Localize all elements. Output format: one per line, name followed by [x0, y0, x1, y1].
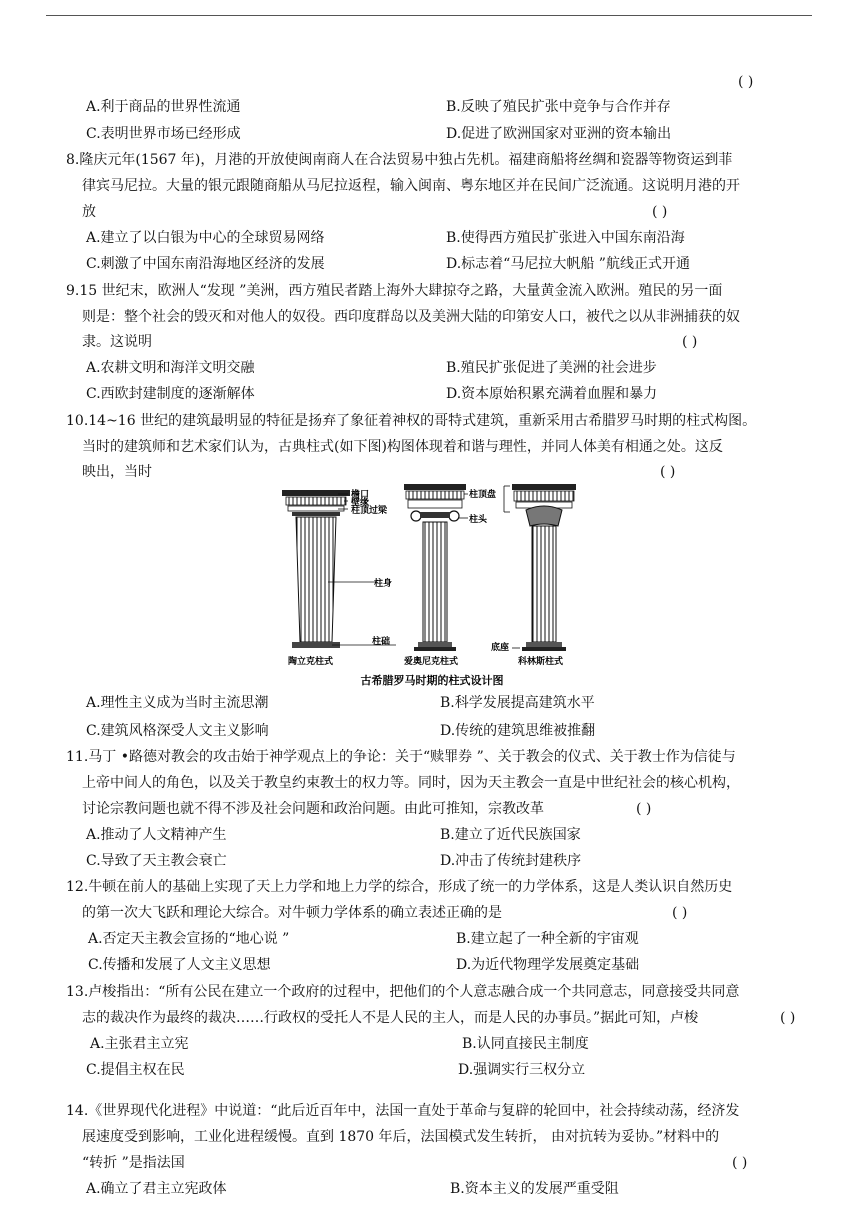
q8-line-1: 8.隆庆元年(1567 年)，月港的开放使闽南商人在合法贸易中独占先机。福建商船将丝绸和瓷器等物资运到菲: [66, 152, 733, 168]
q12-option-d: D.为近代物理学发展奠定基础: [456, 957, 640, 973]
q8-option-a: A.建立了以白银为中心的全球贸易网络: [86, 230, 325, 246]
label-architrave: 柱顶过梁: [351, 506, 388, 516]
label-shaft: 柱身: [374, 579, 393, 589]
q10-option-a: A.理性主义成为当时主流思潮: [86, 695, 269, 711]
q11-option-c: C.导致了天主教会衰亡: [86, 853, 227, 869]
q11-option-b: B.建立了近代民族国家: [440, 827, 581, 843]
q7-option-b: B.反映了殖民扩张中竞争与合作并存: [446, 99, 671, 115]
column-orders-figure: [272, 482, 592, 690]
q13-option-b: B.认同直接民主制度: [462, 1036, 589, 1052]
q8-option-c: C.刺激了中国东南沿海地区经济的发展: [86, 256, 325, 272]
q10-option-b: B.科学发展提高建筑水平: [440, 695, 595, 711]
figure-caption: 古希腊罗马时期的柱式设计图: [360, 674, 504, 687]
q7-option-c: C.表明世界市场已经形成: [86, 126, 241, 142]
q9-option-a: A.农耕文明和海洋文明交融: [86, 360, 255, 376]
q8-line-2: 律宾马尼拉。大量的银元跟随商船从马尼拉返程，输入闽南、粤东地区并在民间广泛流通。这说明月港的开: [82, 178, 740, 194]
q10-line-2: 当时的建筑师和艺术家们认为，古典柱式(如下图)构图体现着和谐与理性，并同人体美有相通之处。这反: [82, 439, 723, 455]
answer-paren: ( ): [780, 1010, 796, 1026]
q7-option-a: A.利于商品的世界性流通: [86, 99, 241, 115]
answer-paren: ( ): [672, 905, 688, 921]
q8-line-3: 放: [82, 204, 96, 220]
q14-line-3: “转折 ”是指法国: [82, 1155, 185, 1171]
q10-line-1: 10.14~16 世纪的建筑最明显的特征是扬弃了象征着神权的哥特式建筑，重新采用古希腊罗马时期的柱式构图。: [66, 413, 757, 429]
q12-option-a: A.否定天主教会宣扬的“地心说 ”: [88, 931, 290, 947]
q12-option-b: B.建立起了一种全新的宇宙观: [456, 931, 639, 947]
q13-line-1: 13.卢梭指出：“所有公民在建立一个政府的过程中，把他们的个人意志融合成一个共同意志，同意接受共同意: [66, 984, 740, 1000]
q14-option-a: A.确立了君主立宪政体: [86, 1181, 227, 1197]
q9-line-2: 则是：整个社会的毁灭和对他人的奴役。西印度群岛以及美洲大陆的印第安人口，被代之以从非洲捕获的奴: [82, 309, 740, 325]
corinthian-column: [512, 484, 576, 651]
q13-option-c: C.提倡主权在民: [86, 1062, 185, 1078]
answer-paren: ( ): [660, 464, 676, 480]
q10-option-c: C.建筑风格深受人文主义影响: [86, 723, 269, 739]
answer-paren: ( ): [738, 74, 754, 90]
q12-line-2: 的第一次大飞跃和理论大综合。对牛顿力学体系的确立表述正确的是: [82, 905, 502, 921]
q11-option-a: A.推动了人文精神产生: [86, 827, 227, 843]
answer-paren: ( ): [652, 204, 668, 220]
ionic-column: [404, 484, 466, 651]
q8-option-d: D.标志着“马尼拉大帆船 ”航线正式开通: [446, 256, 690, 272]
answer-paren: ( ): [636, 801, 652, 817]
q14-line-1: 14.《世界现代化进程》中说道：“此后近百年中，法国一直处于革命与复辟的轮回中，社会持续动荡，经济发: [66, 1103, 740, 1119]
q8-option-b: B.使得西方殖民扩张进入中国东南沿海: [446, 230, 685, 246]
q9-option-b: B.殖民扩张促进了美洲的社会进步: [446, 360, 657, 376]
label-doric: 陶立克柱式: [288, 657, 334, 667]
q14-line-2: 展速度受到影响，工业化进程缓慢。直到 1870 年后，法国模式发生转折， 由对抗转为妥协。”材料中的: [82, 1129, 720, 1145]
answer-paren: ( ): [682, 334, 698, 350]
q10-option-d: D.传统的建筑思维被推翻: [440, 723, 596, 739]
label-base: 柱础: [372, 637, 391, 647]
q13-option-a: A.主张君主立宪: [90, 1036, 189, 1052]
q12-option-c: C.传播和发展了人文主义思想: [88, 957, 271, 973]
q13-line-2: 志的裁决作为最终的裁决……行政权的受托人不是人民的主人，而是人民的办事员。”据此可知，卢梭: [82, 1010, 699, 1026]
label-ionic: 爱奥尼克柱式: [404, 657, 459, 667]
q11-line-3: 讨论宗教问题也就不得不涉及社会问题和政治问题。由此可推知，宗教改革: [82, 801, 544, 817]
q12-line-1: 12.牛顿在前人的基础上实现了天上力学和地上力学的综合，形成了统一的力学体系，这是人类认识自然历史: [66, 879, 733, 895]
q14-option-b: B.资本主义的发展严重受阻: [450, 1181, 619, 1197]
doric-column: [282, 490, 350, 648]
label-capital: 柱头: [469, 515, 488, 525]
answer-paren: ( ): [732, 1155, 748, 1171]
label-frieze: 壁缘: [351, 498, 370, 508]
q9-option-d: D.资本原始积累充满着血腥和暴力: [446, 386, 658, 402]
label-corinthian: 科林斯柱式: [518, 657, 564, 667]
label-plinth: 底座: [491, 643, 510, 653]
label-entablature: 柱顶盘: [469, 490, 497, 500]
q13-option-d: D.强调实行三权分立: [458, 1062, 586, 1078]
q9-line-3: 隶。这说明: [82, 334, 152, 350]
q11-line-1: 11.马丁 •路德对教会的攻击始于神学观点上的争论：关于“赎罪券 ”、关于教会的仪式、关于教士作为信徒与: [66, 749, 736, 765]
label-cornice: 檐口: [351, 490, 370, 500]
q11-line-2: 上帝中间人的角色，以及关于教皇约束教士的权力等。同时，因为天主教会一直是中世纪社会的核心机构，: [82, 775, 740, 791]
q11-option-d: D.冲击了传统封建秩序: [440, 853, 582, 869]
header-rule: [46, 15, 812, 16]
q10-line-3: 映出，当时: [82, 464, 152, 480]
q7-option-d: D.促进了欧洲国家对亚洲的资本输出: [446, 126, 672, 142]
q9-line-1: 9.15 世纪末，欧洲人“发现 ”美洲，西方殖民者踏上海外大肆掠夺之路，大量黄金流入欧洲。殖民的另一面: [66, 283, 723, 299]
q9-option-c: C.西欧封建制度的逐渐解体: [86, 386, 255, 402]
